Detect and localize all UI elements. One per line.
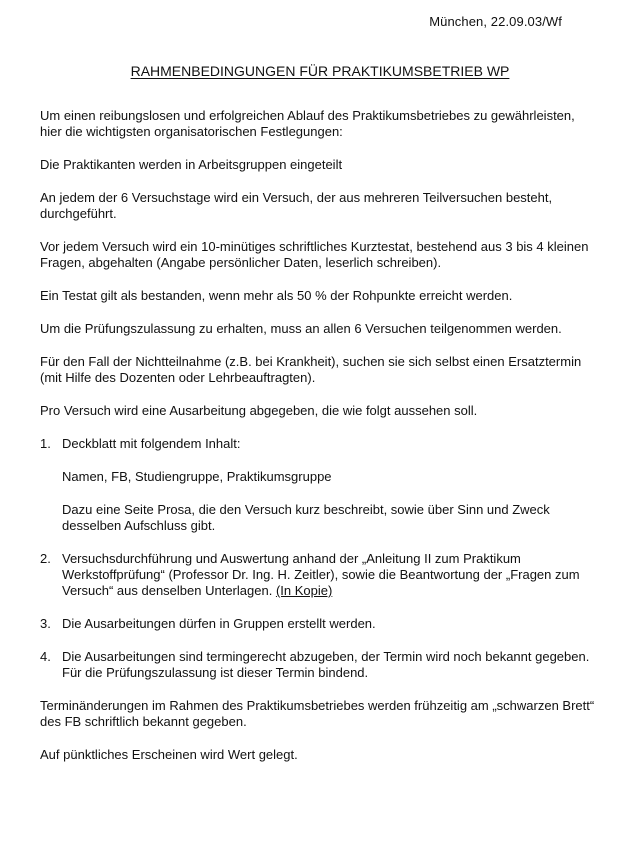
dateline: München, 22.09.03/Wf xyxy=(429,14,562,29)
list-item-text: Deckblatt mit folgendem Inhalt: xyxy=(62,436,241,451)
cover-sheet-fields: Namen, FB, Studiengruppe, Praktikumsgruppe xyxy=(62,469,332,484)
list-item-body xyxy=(62,551,600,599)
paragraph-report-intro: Pro Versuch wird eine Ausarbeitung abgegeben, die wie folgt aussehen soll. xyxy=(40,403,478,418)
list-item-text-main: Versuchsdurchführung und Auswertung anhand der „Anleitung II zum Praktikum Werkstoffprüfung“ (Professor Dr. Ing. H. Zeitler), sowie die Beantwortung der „Fragen zum Versuch“ aus denselben Unterlagen. xyxy=(62,551,580,598)
list-item-body xyxy=(62,436,600,534)
paragraph-test-passed: Ein Testat gilt als bestanden, wenn mehr als 50 % der Rohpunkte erreicht werden. xyxy=(40,288,513,303)
list-item xyxy=(40,649,600,681)
paragraph-groups: Die Praktikanten werden in Arbeitsgruppen eingeteilt xyxy=(40,157,343,172)
requirements-list xyxy=(40,436,600,681)
paragraph-schedule-changes: Terminänderungen im Rahmen des Praktikumsbetriebes werden frühzeitig am „schwarzen Brett“ des FB schriftlich bekannt gegeben. xyxy=(40,698,595,729)
list-item-number: 4. xyxy=(40,649,51,664)
cover-sheet-prose: Dazu eine Seite Prosa, die den Versuch kurz beschreibt, sowie über Sinn und Zweck desselben Aufschluss gibt. xyxy=(62,502,550,533)
list-item xyxy=(40,436,600,534)
document-body xyxy=(40,108,600,780)
list-item-number: 3. xyxy=(40,616,51,631)
list-item-text: Die Ausarbeitungen sind termingerecht abzugeben, der Termin wird noch bekannt gegeben. Für die Prüfungszulassung ist dieser Termin bindend. xyxy=(62,649,590,680)
list-item-number: 2. xyxy=(40,551,51,566)
paragraph-experiment-days: An jedem der 6 Versuchstage wird ein Versuch, der aus mehreren Teilversuchen besteht, durchgeführt. xyxy=(40,190,553,221)
paragraph-absence: Für den Fall der Nichtteilnahme (z.B. bei Krankheit), suchen sie sich selbst einen Ersatztermin (mit Hilfe des Dozenten oder Lehrbeauftragten). xyxy=(40,354,582,385)
list-item-body xyxy=(62,616,600,632)
paragraph-exam-admission: Um die Prüfungszulassung zu erhalten, muss an allen 6 Versuchen teilgenommen werden. xyxy=(40,321,562,336)
copy-note: (In Kopie) xyxy=(275,583,333,598)
list-item-number: 1. xyxy=(40,436,51,451)
document-title: RAHMENBEDINGUNGEN FÜR PRAKTIKUMSBETRIEB WP xyxy=(130,63,510,79)
list-item-text xyxy=(62,551,600,599)
paragraph-short-test: Vor jedem Versuch wird ein 10-minütiges schriftliches Kurztestat, bestehend aus 3 bis 4 kleinen Fragen, abgehalten (Angabe persönlicher Daten, leserlich schreiben). xyxy=(40,239,589,270)
list-item xyxy=(40,616,600,632)
paragraph-intro: Um einen reibungslosen und erfolgreichen Ablauf des Praktikumsbetriebes zu gewährleisten, hier die wichtigsten organisatorischen Festlegungen: xyxy=(40,108,575,139)
list-item xyxy=(40,551,600,599)
list-item-body xyxy=(62,649,600,681)
paragraph-punctuality: Auf pünktliches Erscheinen wird Wert gelegt. xyxy=(40,747,298,762)
list-item-text: Die Ausarbeitungen dürfen in Gruppen erstellt werden. xyxy=(62,616,376,631)
